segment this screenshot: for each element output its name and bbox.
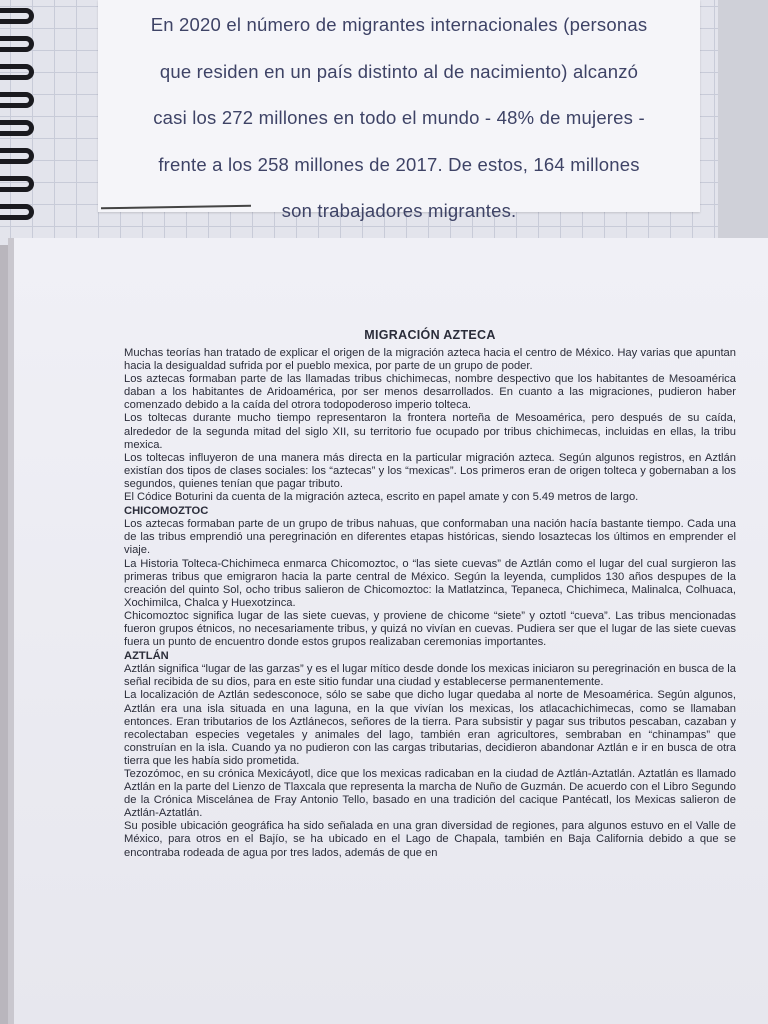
card-line: frente a los 258 millones de 2017. De estos, 164 millones: [158, 153, 640, 175]
card-line: En 2020 el número de migrantes internacionales (personas: [150, 14, 648, 35]
section-heading: CHICOMOZTOC: [124, 505, 209, 518]
notebook-page: [0, 0, 768, 245]
document-body: [124, 328, 736, 860]
printed-sheet: [8, 238, 768, 1024]
paragraph: El Códice Boturini da cuenta de la migración azteca, escrito en papel amate y con 5.49 metros de largo.: [124, 491, 639, 504]
document-title: MIGRACIÓN AZTECA: [364, 328, 496, 342]
paragraph: Tezozómoc, en su crónica Mexicáyotl, dice que los mexicas radicaban en la ciudad de Aztlán-Aztatlán. Aztatlán es llamado Aztlán en la parte del Lienzo de Tlaxcala que representa la marcha de Nuño de Guzmán. De acuerdo con el Libro Segundo de la Crónica Miscelánea de Fray Antonio Tello, basado en una tradición del cacique Pantécatl, los Mexicas salieron de Aztlán-Aztatlán.: [124, 768, 736, 820]
card-text: [98, 0, 700, 235]
paragraph: Chicomoztoc significa lugar de las siete cuevas, y proviene de chicome “siete” y oztotl “cueva”. Las tribus mencionadas fueron grupos étnicos, no necesariamente tribus, y quizá no vivían en cuevas. Pudiera ser que el lugar de las siete cuevas fuera un punto de encuentro donde estos grupos realizaban ceremonias importantes.: [124, 609, 736, 649]
paragraph: Muchas teorías han tratado de explicar el origen de la migración azteca hacia el centro de México. Hay varias que apuntan hacia la desigualdad sufrida por el pueblo mexica, por parte de un grupo de poder.: [124, 347, 736, 373]
sheet-edge: [8, 238, 14, 1024]
card-line: que residen en un país distinto al de nacimiento) alcanzó: [159, 60, 639, 82]
paragraph: Los toltecas influyeron de una manera más directa en la particular migración azteca. Según algunos registros, en Aztlán existían dos tipos de clases sociales: los “aztecas” y los “mexicas”. Los primeros eran de origen tolteca y gobernaban a los segundos, quienes tenían que pagar tributo.: [124, 451, 736, 490]
paragraph: Aztlán significa “lugar de las garzas” y es el lugar mítico desde donde los mexicas iniciaron su peregrinación en busca de la señal recibida de su dios, para en este sitio fundar una ciudad y establecerse permanentemente.: [124, 663, 736, 689]
card-line: casi los 272 millones en todo el mundo - 48% de mujeres -: [153, 107, 645, 128]
paragraph: Los aztecas formaban parte de un grupo de tribus nahuas, que conformaban una nación hacía bastante tiempo. Cada una de las tribus emprendió una peregrinación en diferentes etapas históricas, siendo losaztecas los últimos en emprender el viaje.: [124, 518, 736, 557]
paragraph: La Historia Tolteca-Chichimeca enmarca Chicomoztoc, o “las siete cuevas” de Aztlán como el lugar del cual surgieron las primeras tribus que emigraron hacia la parte central de México. Según la leyenda, cumplidos 130 años despupes de la creación del quinto Sol, ocho tribus salieron de Chicomoztoc: la Matlatzinca, Tepaneca, Chichimeca, Malinalca, Colhuaca, Xochimilca, Chalca y Huexotzinca.: [124, 557, 736, 609]
paragraph: Los aztecas formaban parte de las llamadas tribus chichimecas, nombre despectivo que los habitantes de Mesoamérica daban a los habitantes de Aridoamérica, por ser menos desarrollados. En cuanto a las migraciones, pudieron haber comenzado debido a la caída del otrora todopoderoso imperio tolteca.: [124, 373, 736, 412]
paragraph: Los toltecas durante mucho tiempo representaron la frontera norteña de Mesoamérica, pero después de su caída, alrededor de la segunda mitad del siglo XII, su territorio fue ocupado por tribus chichimecas, incluidas en ellas, la tribu mexica.: [124, 412, 736, 451]
paragraph: La localización de Aztlán sedesconoce, sólo se sabe que dicho lugar quedaba al norte de Mesoamérica. Según algunos, Aztlán era una isla situada en una laguna, en la que vivían los mexicas, los atlacachichimecas, como se llamaban entonces. Eran tributarios de los Aztlánecos, señores de la tierra. Para subsistir y pagar sus tributos pescaban, cazaban y recolectaban especies vegetales y animales del lago, también eran agricultores, sembraban en “chinampas” que construían en la isla. Cuando ya no pudieron con las cargas tributarias, decidieron abandonar Aztlán e ir en busca de otra tierra que les había sido prometida.: [124, 689, 736, 767]
migration-stat-card: [98, 0, 700, 221]
paragraph: Su posible ubicación geográfica ha sido señalada en una gran diversidad de regiones, para algunos estuvo en el Valle de México, para otros en el Bajío, se ha ubicado en el Lago de Chapala, también en Baja California debido a que se encontraba rodeada de agua por tres lados, además de que en: [124, 820, 736, 859]
section-heading: AZTLÁN: [124, 650, 169, 663]
spiral-binding: [0, 0, 40, 245]
notebook-margin: [718, 0, 768, 245]
card-line: son trabajadores migrantes.: [281, 200, 517, 221]
